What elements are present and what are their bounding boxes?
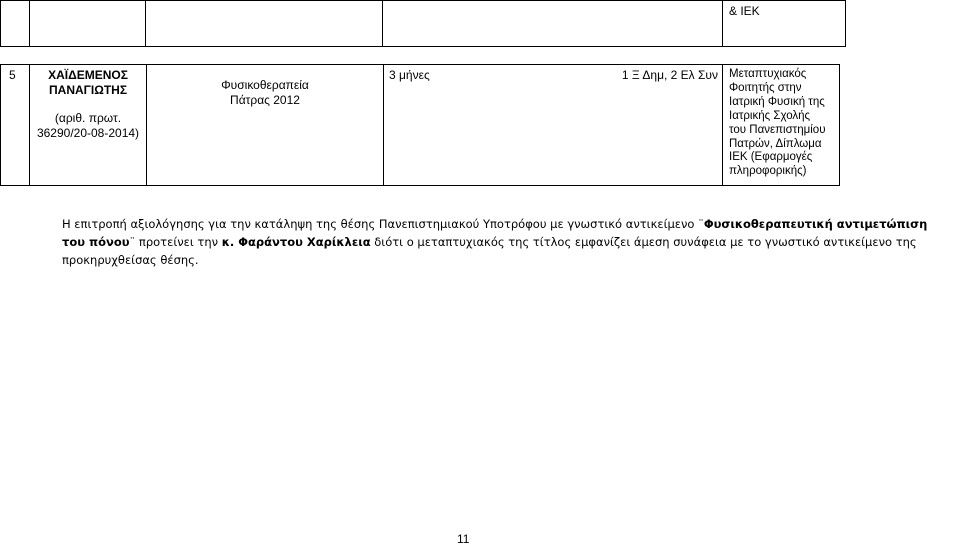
top-cell-1	[1, 1, 30, 47]
top-cell-5	[723, 1, 846, 47]
decision-text-1: Η επιτροπή αξιολόγησης για την κατάληψη της θέσης Πανεπιστημιακού Υποτρόφου με γνωστικό αντικείμενο ¨	[62, 217, 704, 231]
top-cell-text: & ΙΕΚ	[729, 4, 760, 18]
experience-value: 3 μήνες	[389, 68, 430, 82]
top-cell-3	[146, 1, 383, 47]
table-row	[1, 65, 840, 186]
top-cell-2	[30, 1, 146, 47]
decision-subject: Φυσικοθεραπευτική αντιμετώπιση του πόνου	[62, 217, 928, 249]
cell-degree: Φυσικοθεραπεία Πάτρας 2012	[147, 65, 384, 186]
page-number: 11	[457, 532, 470, 546]
cell-number: 5	[1, 65, 30, 186]
candidate-protocol: (αριθ. πρωτ. 36290/20-08-2014)	[36, 111, 140, 140]
cell-notes: Μεταπτυχιακός Φοιτητής στην Ιατρική Φυσική της Ιατρικής Σχολής του Πανεπιστημίου Πατρών, Δίπλωμα ΙΕΚ (Εφαρμογές πληροφορικής)	[723, 65, 840, 186]
decision-text-3: διότι ο μεταπτυχιακός της τίτλος εμφανίζει άμεση συνάφεια με το γνωστικό αντικείμενο της προκηρυχθείσας θέσης.	[62, 235, 917, 267]
teaching-value: 1 Ξ Δημ, 2 Ελ Συν	[621, 68, 718, 82]
decision-paragraph	[62, 215, 942, 269]
candidate-name-line2: ΠΑΝΑΓΙΩΤΗΣ	[48, 82, 128, 97]
decision-text-2: ¨ προτείνει την	[129, 235, 222, 249]
cell-experience	[384, 65, 723, 186]
decision-candidate: κ. Φαράντου Χαρίκλεια	[221, 235, 371, 249]
candidate-name-line1: ΧΑΪΔΕΜΕΝΟΣ	[48, 68, 128, 82]
candidates-table	[0, 64, 840, 186]
top-cell-4	[383, 1, 723, 47]
cell-candidate	[30, 65, 147, 186]
top-table-fragment	[0, 0, 846, 47]
